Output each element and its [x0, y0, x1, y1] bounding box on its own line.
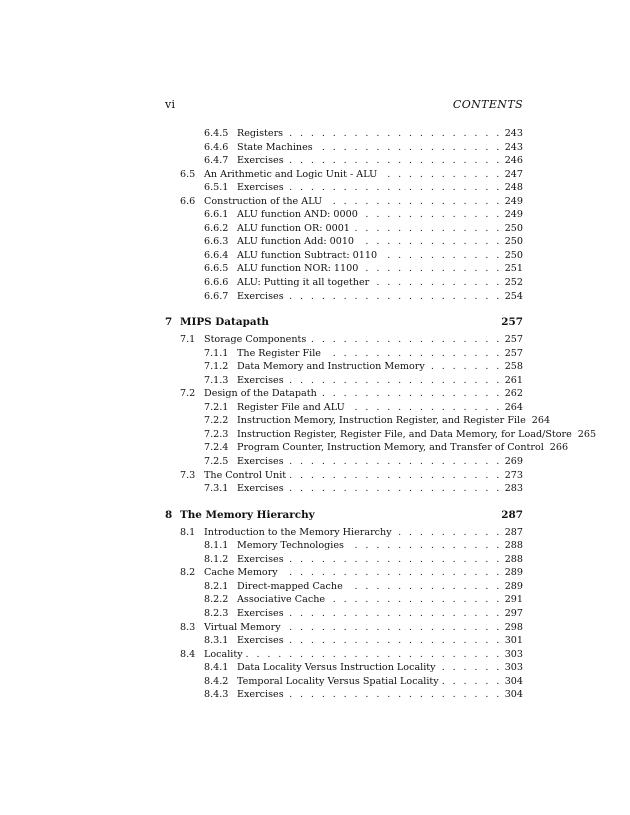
- toc-entry-number: 6.5: [180, 168, 196, 180]
- toc-leader-dots: [348, 401, 502, 415]
- toc-entry-subsection[interactable]: [165, 539, 523, 553]
- toc-entry-number: 6.6.5: [204, 263, 229, 275]
- toc-entry-page: 257: [501, 316, 523, 329]
- toc-entry-page: 291: [504, 594, 523, 606]
- toc-entry-subsection[interactable]: [165, 482, 523, 496]
- toc-entry-title: ALU function Add: 0010: [237, 236, 355, 248]
- toc-leader-dots: [347, 539, 502, 553]
- toc-entry-page: 273: [504, 469, 523, 481]
- toc-entry-title: Design of the Datapath: [204, 388, 317, 400]
- toc-entry-page: 249: [504, 195, 523, 207]
- toc-entry-subsection[interactable]: [165, 249, 523, 263]
- toc-entry-chapter[interactable]: [165, 316, 523, 333]
- toc-entry-title: Exercises: [237, 374, 284, 386]
- toc-entry-number: 7.1.3: [204, 374, 229, 386]
- toc-entry-page: 250: [504, 222, 523, 234]
- toc-entry-section[interactable]: [165, 168, 523, 182]
- toc-entry-subsection[interactable]: [165, 428, 597, 442]
- toc-entry-title: Exercises: [237, 182, 284, 194]
- toc-entry-page: 304: [504, 675, 523, 687]
- toc-leader-dots: [287, 607, 502, 621]
- toc-leader-dots: [287, 374, 502, 388]
- toc-entry-title: Construction of the ALU: [204, 195, 323, 207]
- toc-entry-chapter[interactable]: [165, 509, 523, 526]
- toc-entry-page: 248: [504, 182, 523, 194]
- toc-entry-number: 7.2.5: [204, 456, 229, 468]
- toc-entry-subsection[interactable]: [165, 347, 523, 361]
- toc-entry-title: Cache Memory: [204, 567, 278, 579]
- toc-entry-title: ALU function OR: 0001: [237, 222, 350, 234]
- toc-entry-title: MIPS Datapath: [180, 316, 269, 329]
- toc-entry-number: 7: [165, 316, 173, 329]
- toc-leader-dots: [286, 127, 502, 141]
- toc-entry-page: 247: [504, 168, 523, 180]
- toc-entry-page: 254: [504, 290, 523, 302]
- toc-entry-number: 8.1.1: [204, 540, 229, 552]
- toc-entry-subsection[interactable]: [165, 276, 523, 290]
- toc-entry-page: 297: [504, 607, 523, 619]
- toc-entry-number: 7.2: [180, 388, 196, 400]
- toc-leader-dots: [442, 675, 502, 689]
- toc-entry-subsection[interactable]: [165, 208, 523, 222]
- toc-entry-subsection[interactable]: [165, 553, 523, 567]
- toc-leader-dots: [287, 688, 502, 702]
- toc-entry-title: Instruction Memory, Instruction Register, and Register File: [237, 415, 526, 427]
- toc-entry-page: 269: [504, 456, 523, 468]
- toc-entry-number: 7.3: [180, 469, 196, 481]
- toc-entry-page: 298: [504, 621, 523, 633]
- toc-entry-number: 6.6.1: [204, 209, 229, 221]
- toc-entry-subsection[interactable]: [165, 414, 551, 428]
- toc-entry-number: 7.2.4: [204, 442, 229, 454]
- toc-entry-page: 288: [504, 553, 523, 565]
- toc-entry-title: Instruction Register, Register File, and Data Memory, for Load/Store: [237, 428, 572, 440]
- toc-entry-title: Program Counter, Instruction Memory, and Transfer of Control: [237, 442, 544, 454]
- toc-entry-title: Virtual Memory: [204, 621, 281, 633]
- toc-leader-dots: [353, 222, 502, 236]
- toc-entry-number: 8.4.1: [204, 662, 229, 674]
- toc-entry-section[interactable]: [165, 469, 523, 483]
- toc-leader-dots: [287, 482, 502, 496]
- toc-entry-number: 8.4: [180, 648, 196, 660]
- toc-entry-subsection[interactable]: [165, 634, 523, 648]
- toc-entry-page: 289: [504, 567, 523, 579]
- toc-entry-number: 7.1: [180, 334, 196, 346]
- toc-entry-number: 7.2.1: [204, 401, 229, 413]
- toc-entry-number: 6.6.2: [204, 222, 229, 234]
- toc-leader-dots: [428, 360, 502, 374]
- toc-entry-number: 7.2.3: [204, 428, 229, 440]
- toc-entry-title: Exercises: [237, 635, 284, 647]
- toc-entry-title: Storage Components: [204, 334, 307, 346]
- toc-entry-page: 287: [504, 526, 523, 538]
- toc-entry-number: 6.6.6: [204, 277, 229, 289]
- toc-entry-number: 7.3.1: [204, 483, 229, 495]
- toc-leader-dots: [439, 661, 502, 675]
- toc-entry-number: 8.1: [180, 526, 196, 538]
- toc-entry-page: 249: [504, 209, 523, 221]
- toc-entry-subsection[interactable]: [165, 374, 523, 388]
- toc-leader-dots: [309, 333, 501, 347]
- toc-entry-title: Locality: [204, 648, 243, 660]
- toc-entry-page: 261: [504, 374, 523, 386]
- page-number: vi: [165, 98, 176, 111]
- toc-entry-number: 6.6.4: [204, 249, 229, 261]
- toc-entry-subsection[interactable]: [165, 593, 523, 607]
- toc-entry-page: 287: [501, 508, 523, 521]
- toc-entry-subsection[interactable]: [165, 607, 523, 621]
- toc-entry-page: 266: [549, 442, 569, 454]
- toc-entry-title: Data Locality Versus Instruction Locality: [237, 662, 436, 674]
- toc-entry-page: 251: [504, 263, 523, 275]
- toc-entry-subsection[interactable]: [165, 661, 523, 675]
- toc-entry-title: ALU: Putting it all together: [237, 277, 370, 289]
- toc-leader-dots: [287, 181, 502, 195]
- running-head: CONTENTS: [452, 98, 523, 111]
- toc-entry-title: Exercises: [237, 456, 284, 468]
- toc-entry-page: 289: [504, 580, 523, 592]
- toc-entry-page: 250: [504, 236, 523, 248]
- toc-entry-page: 304: [504, 689, 523, 701]
- toc-leader-dots: [246, 648, 502, 662]
- toc-entry-subsection[interactable]: [165, 235, 523, 249]
- toc-leader-dots: [325, 195, 502, 209]
- toc-entry-title: The Register File: [237, 347, 321, 359]
- toc-entry-number: 8: [165, 508, 173, 521]
- toc-entry-subsection[interactable]: [165, 401, 523, 415]
- toc-leader-dots: [287, 455, 502, 469]
- toc-entry-number: 8.2: [180, 567, 196, 579]
- toc-entry-number: 6.6: [180, 195, 196, 207]
- toc-entry-number: 6.4.6: [204, 141, 229, 153]
- toc-entry-title: Registers: [237, 128, 284, 139]
- toc-entry-page: 262: [504, 388, 523, 400]
- toc-entry-title: The Memory Hierarchy: [180, 508, 315, 521]
- toc-entry-section[interactable]: [165, 566, 523, 580]
- toc-entry-subsection[interactable]: [165, 154, 523, 168]
- toc-entry-subsection[interactable]: [165, 181, 523, 195]
- toc-entry-title: Introduction to the Memory Hierarchy: [204, 526, 392, 538]
- toc-entry-page: 257: [504, 334, 523, 346]
- toc-leader-dots: [287, 553, 502, 567]
- toc-entry-page: 243: [504, 141, 523, 153]
- toc-entry-title: The Control Unit: [204, 469, 287, 481]
- toc-leader-dots: [281, 566, 502, 580]
- toc-entry-page: 264: [531, 415, 551, 427]
- toc-leader-dots: [361, 208, 502, 222]
- toc-entry-title: Exercises: [237, 483, 284, 495]
- toc-entry-subsection[interactable]: [165, 262, 523, 276]
- toc-entry-section[interactable]: [165, 195, 523, 209]
- toc-entry-title: Direct-mapped Cache: [237, 580, 343, 592]
- toc-entry-page: 283: [504, 483, 523, 495]
- toc-entry-number: 7.1.1: [204, 347, 229, 359]
- toc-entry-number: 7.1.2: [204, 361, 229, 373]
- toc-entry-number: 7.2.2: [204, 415, 229, 427]
- toc-leader-dots: [346, 580, 502, 594]
- toc-leader-dots: [380, 249, 502, 263]
- toc-entry-section[interactable]: [165, 648, 523, 662]
- toc-entry-page: 303: [504, 662, 523, 674]
- toc-entry-title: ALU function AND: 0000: [237, 209, 358, 221]
- toc-entry-page: 243: [504, 128, 523, 139]
- toc-entry-page: 264: [504, 401, 523, 413]
- toc-entry-subsection[interactable]: [165, 455, 523, 469]
- toc-entry-number: 8.3.1: [204, 635, 229, 647]
- toc-entry-number: 6.4.5: [204, 128, 229, 139]
- toc-leader-dots: [287, 634, 502, 648]
- toc-leader-dots: [289, 469, 502, 483]
- toc-leader-dots: [284, 621, 502, 635]
- toc-leader-dots: [380, 168, 502, 182]
- toc-entry-subsection[interactable]: [165, 441, 569, 455]
- toc-entry-title: Register File and ALU: [237, 401, 345, 413]
- toc-entry-number: 6.5.1: [204, 182, 229, 194]
- toc-entry-subsection[interactable]: [165, 127, 523, 141]
- toc-entry-page: 265: [577, 428, 597, 440]
- toc-entry-number: 8.2.3: [204, 607, 229, 619]
- toc-entry-section[interactable]: [165, 333, 523, 347]
- toc-leader-dots: [287, 290, 502, 304]
- toc-entry-subsection[interactable]: [165, 290, 523, 304]
- toc-entry-title: Exercises: [237, 290, 284, 302]
- toc-entry-title: An Arithmetic and Logic Unit - ALU: [204, 168, 378, 180]
- toc-leader-dots: [287, 154, 502, 168]
- toc-entry-title: ALU function Subtract: 0110: [237, 249, 378, 261]
- toc-entry-title: Associative Cache: [237, 594, 326, 606]
- toc-leader-dots: [328, 593, 502, 607]
- toc-entry-page: 246: [504, 155, 523, 167]
- toc-entry-number: 6.6.7: [204, 290, 229, 302]
- toc-entry-page: 258: [504, 361, 523, 373]
- toc-entry-title: Exercises: [237, 553, 284, 565]
- toc-entry-page: 257: [504, 347, 523, 359]
- toc-entry-subsection[interactable]: [165, 688, 523, 702]
- toc-entry-title: ALU function NOR: 1100: [237, 263, 359, 275]
- toc-entry-number: 8.2.2: [204, 594, 229, 606]
- toc-entry-subsection[interactable]: [165, 360, 523, 374]
- toc-entry-title: State Machines: [237, 141, 313, 153]
- toc-entry-subsection[interactable]: [165, 222, 523, 236]
- toc-entry-number: 8.1.2: [204, 553, 229, 565]
- toc-entry-page: 301: [504, 635, 523, 647]
- toc-entry-title: Exercises: [237, 155, 284, 167]
- toc-leader-dots: [316, 141, 502, 155]
- toc-entry-page: 252: [504, 277, 523, 289]
- toc-entry-section[interactable]: [165, 621, 523, 635]
- toc-entry-number: 8.3: [180, 621, 196, 633]
- toc-leader-dots: [320, 387, 502, 401]
- toc-entry-title: Data Memory and Instruction Memory: [237, 361, 425, 373]
- toc-entry-section[interactable]: [165, 526, 523, 540]
- toc-entry-page: 250: [504, 249, 523, 261]
- toc-entry-title: Exercises: [237, 607, 284, 619]
- toc-leader-dots: [395, 526, 502, 540]
- toc-entry-page: 288: [504, 540, 523, 552]
- toc-entry-subsection[interactable]: [165, 675, 523, 689]
- toc-entry-number: 8.2.1: [204, 580, 229, 592]
- toc-leader-dots: [324, 347, 502, 361]
- toc-entry-title: Exercises: [237, 689, 284, 701]
- toc-entry-number: 8.4.2: [204, 675, 229, 687]
- toc-entry-title: Temporal Locality Versus Spatial Locality: [237, 675, 439, 687]
- toc-entry-number: 6.6.3: [204, 236, 229, 248]
- toc-entry-number: 6.4.7: [204, 155, 229, 167]
- toc-leader-dots: [372, 276, 501, 290]
- toc-entry-subsection[interactable]: [165, 580, 523, 594]
- toc-leader-dots: [357, 235, 502, 249]
- toc-entry-number: 8.4.3: [204, 689, 229, 701]
- toc-entry-section[interactable]: [165, 387, 523, 401]
- toc-leader-dots: [361, 262, 501, 276]
- toc-entry-title: Memory Technologies: [237, 540, 344, 552]
- toc-entry-page: 303: [504, 648, 523, 660]
- toc-entry-subsection[interactable]: [165, 141, 523, 155]
- table-of-contents: [165, 127, 597, 702]
